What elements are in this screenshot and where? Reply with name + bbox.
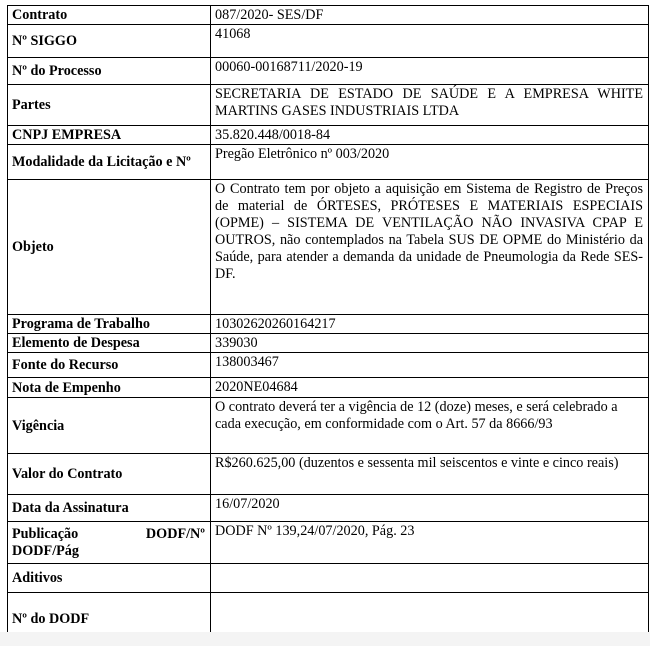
table-row-elemento xyxy=(8,334,649,353)
table-row-assinatura xyxy=(8,495,649,522)
label-modalidade: Modalidade da Licitação e Nº xyxy=(8,145,211,180)
table-row-vigencia xyxy=(8,398,649,454)
value-partes: SECRETARIA DE ESTADO DE SAÚDE E A EMPRESA WHITE MARTINS GASES INDUSTRIAIS LTDA xyxy=(211,85,649,126)
label-publicacao-part3: DODF/Pág xyxy=(12,543,79,559)
label-programa: Programa de Trabalho xyxy=(8,315,211,334)
label-objeto: Objeto xyxy=(8,180,211,315)
value-aditivos xyxy=(211,564,649,593)
table-row-processo xyxy=(8,58,649,85)
value-fonte: 138003467 xyxy=(211,353,649,378)
table-row-objeto xyxy=(8,180,649,315)
label-publicacao-part1: Publicação xyxy=(12,526,79,542)
label-siggo: Nº SIGGO xyxy=(8,25,211,58)
table-row-contrato xyxy=(8,6,649,25)
value-cnpj: 35.820.448/0018-84 xyxy=(211,126,649,145)
table-row-empenho xyxy=(8,378,649,398)
label-elemento: Elemento de Despesa xyxy=(8,334,211,353)
label-processo: Nº do Processo xyxy=(8,58,211,85)
table-row-cnpj xyxy=(8,126,649,145)
label-dodf: Nº do DODF xyxy=(8,593,211,645)
table-row-publicacao xyxy=(8,522,649,564)
contract-summary-table xyxy=(7,5,649,645)
label-contrato: Contrato xyxy=(8,6,211,25)
label-publicacao xyxy=(8,522,211,564)
value-publicacao: DODF Nº 139,24/07/2020, Pág. 23 xyxy=(211,522,649,564)
label-vigencia: Vigência xyxy=(8,398,211,454)
value-empenho: 2020NE04684 xyxy=(211,378,649,398)
value-elemento: 339030 xyxy=(211,334,649,353)
label-publicacao-line1 xyxy=(12,526,205,543)
table-row-siggo xyxy=(8,25,649,58)
value-assinatura: 16/07/2020 xyxy=(211,495,649,522)
label-assinatura: Data da Assinatura xyxy=(8,495,211,522)
page-bottom-band xyxy=(0,632,650,646)
value-siggo: 41068 xyxy=(211,25,649,58)
table-row-aditivos xyxy=(8,564,649,593)
label-cnpj: CNPJ EMPRESA xyxy=(8,126,211,145)
table-row-modalidade xyxy=(8,145,649,180)
table-row-programa xyxy=(8,315,649,334)
label-partes: Partes xyxy=(8,85,211,126)
table-row-partes xyxy=(8,85,649,126)
label-fonte: Fonte do Recurso xyxy=(8,353,211,378)
label-empenho: Nota de Empenho xyxy=(8,378,211,398)
label-aditivos: Aditivos xyxy=(8,564,211,593)
value-vigencia: O contrato deverá ter a vigência de 12 (doze) meses, e será celebrado a cada execução, em conformidade com o Art. 57 da 8666/93 xyxy=(211,398,649,454)
value-objeto: O Contrato tem por objeto a aquisição em Sistema de Registro de Preços de material de ÓRTESES, PRÓTESES E MATERIAIS ESPECIAIS (OPME) – SISTEMA DE VENTILAÇÃO NÃO INVASIVA CPAP E OUTROS, não contemplados na Tabela SUS DE OPME do Ministério da Saúde, para atender a demanda da unidade de Pneumologia da Rede SES-DF. xyxy=(211,180,649,315)
value-valor: R$260.625,00 (duzentos e sessenta mil seiscentos e vinte e cinco reais) xyxy=(211,454,649,495)
value-processo: 00060-00168711/2020-19 xyxy=(211,58,649,85)
label-valor: Valor do Contrato xyxy=(8,454,211,495)
label-publicacao-part2: DODF/Nº xyxy=(145,526,205,542)
value-contrato: 087/2020- SES/DF xyxy=(211,6,649,25)
value-programa: 10302620260164217 xyxy=(211,315,649,334)
table-row-valor xyxy=(8,454,649,495)
value-modalidade: Pregão Eletrônico nº 003/2020 xyxy=(211,145,649,180)
table-row-fonte xyxy=(8,353,649,378)
